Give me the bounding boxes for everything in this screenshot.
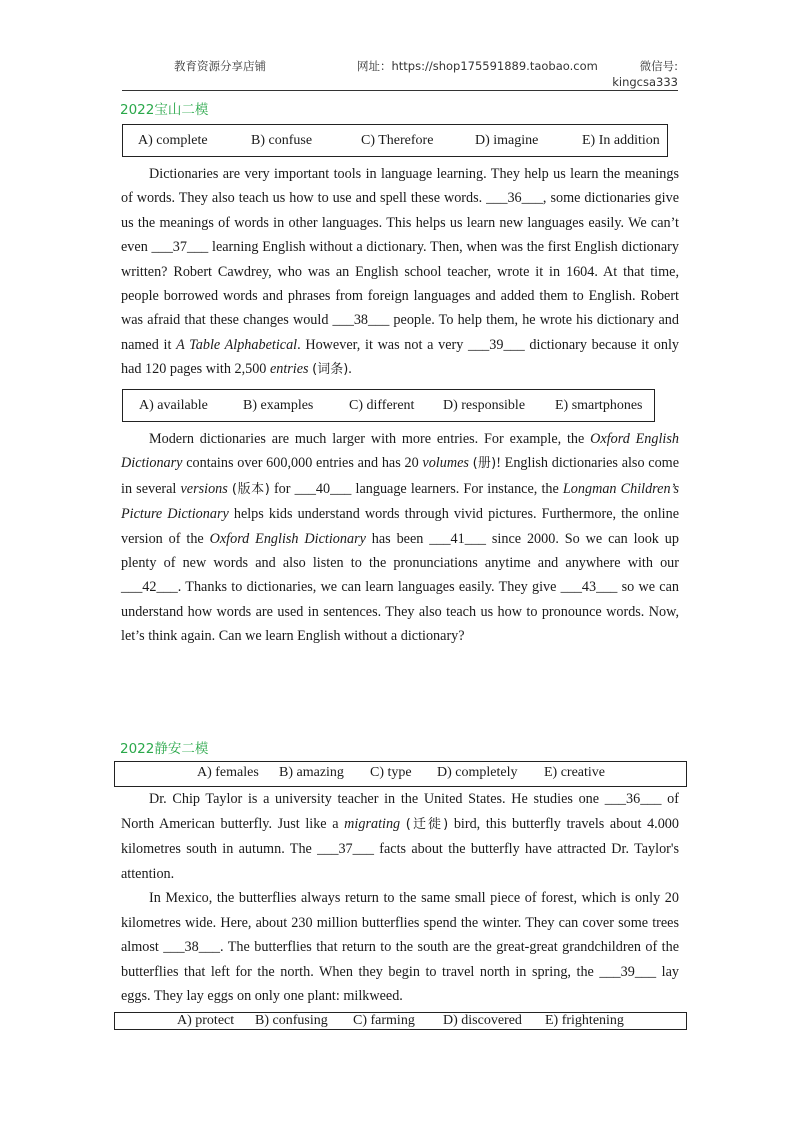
passage-2-paragraph-1: Dr. Chip Taylor is a university teacher in the United States. He studies one ___36___ of North American butterfly. Just like a migrating (迁徙) bird, this butterfly travels about 4.000 kilometres south in autumn. The ___37___ facts about the butterfly have attracted Dr. Taylor's attention.	[121, 791, 679, 882]
options-box-1	[122, 124, 668, 157]
option-d: D) imagine	[475, 133, 539, 148]
option-e: E) frightening	[545, 1013, 624, 1028]
option-e: E) In addition	[582, 133, 660, 148]
option-e: E) creative	[544, 765, 606, 780]
option-b: B) examples	[243, 398, 314, 413]
options-box-2	[122, 389, 655, 422]
option-e: E) smartphones	[555, 398, 643, 413]
option-b: B) amazing	[279, 765, 344, 780]
option-a: A) protect	[177, 1013, 235, 1028]
option-a: A) available	[139, 398, 208, 413]
options-box-3	[114, 761, 687, 787]
option-b: B) confusing	[255, 1013, 328, 1028]
options-box-4	[114, 1012, 687, 1030]
wechat-info	[612, 58, 678, 90]
page-header	[122, 56, 678, 91]
passage-1-paragraph-1: Dictionaries are very important tools in language learning. They help us learn the meanings of words. They also teach us how to use and spell these words. ___36___, some dictionaries give us the meanings of words in other languages. This helps us learn new languages easily. We can’t even ___37___ learning English without a dictionary. Then, when was the first English dictionary written? Robert Cawdrey, who was an English school teacher, wrote it in 1604. At that time, people borrowed words and phrases from foreign languages and added them to English. Robert was afraid that these changes would ___38___ people. To help them, he wrote his dictionary and named it A Table Alphabetical. However, it was not a very ___39___ dictionary because it only had 120 pages with 2,500 entries (词条).	[121, 166, 679, 378]
option-c: C) type	[370, 765, 412, 780]
wechat-label: 微信号:	[639, 59, 678, 73]
shop-url[interactable]: 网址：https://shop175591889.taobao.com	[357, 59, 598, 73]
option-c: C) Therefore	[361, 133, 434, 148]
shop-name: 教育资源分享店铺	[174, 59, 266, 73]
option-d: D) discovered	[443, 1013, 522, 1028]
option-d: D) responsible	[443, 398, 526, 413]
option-a: A) complete	[138, 133, 208, 148]
option-a: A) females	[197, 765, 259, 780]
option-b: B) confuse	[251, 133, 313, 148]
option-c: C) farming	[353, 1013, 415, 1028]
passage-1-paragraph-2: Modern dictionaries are much larger with more entries. For example, the Oxford English Dictionary contains over 600,000 entries and has 20 volumes (册)! English dictionaries also come in several versions (版本) for ___40___ language learners. For instance, the Longman Children’s Picture Dictionary helps kids understand words through vivid pictures. Furthermore, the online version of the Oxford English Dictionary has been ___41___ since 2000. So we can look up plenty of new words and also listen to the pronunciations anytime and anywhere with our ___42___. Thanks to dictionaries, we can learn languages easily. They give ___43___ so we can understand how words are used in sentences. They also teach us how to pronounce words. Now, let’s think again. Can we learn English without a dictionary?	[121, 431, 680, 645]
section-title-baoshan: 2022宝山二模	[120, 102, 209, 118]
wechat-id: kingcsa333	[612, 75, 678, 89]
section-title-jingan: 2022静安二模	[120, 741, 209, 757]
option-d: D) completely	[437, 765, 518, 780]
option-c: C) different	[349, 398, 415, 413]
passage-2-paragraph-2: In Mexico, the butterflies always return to the same small piece of forest, which is only 20 kilometres wide. Here, about 230 million butterflies spend the winter. They can cover some trees almost ___38___. The butterflies that return to the south are the great-great grandchildren of the butterflies that left for the north. When they begin to travel north in spring, the ___39___ lay eggs. They lay eggs on only one plant: milkweed.	[121, 890, 679, 1005]
